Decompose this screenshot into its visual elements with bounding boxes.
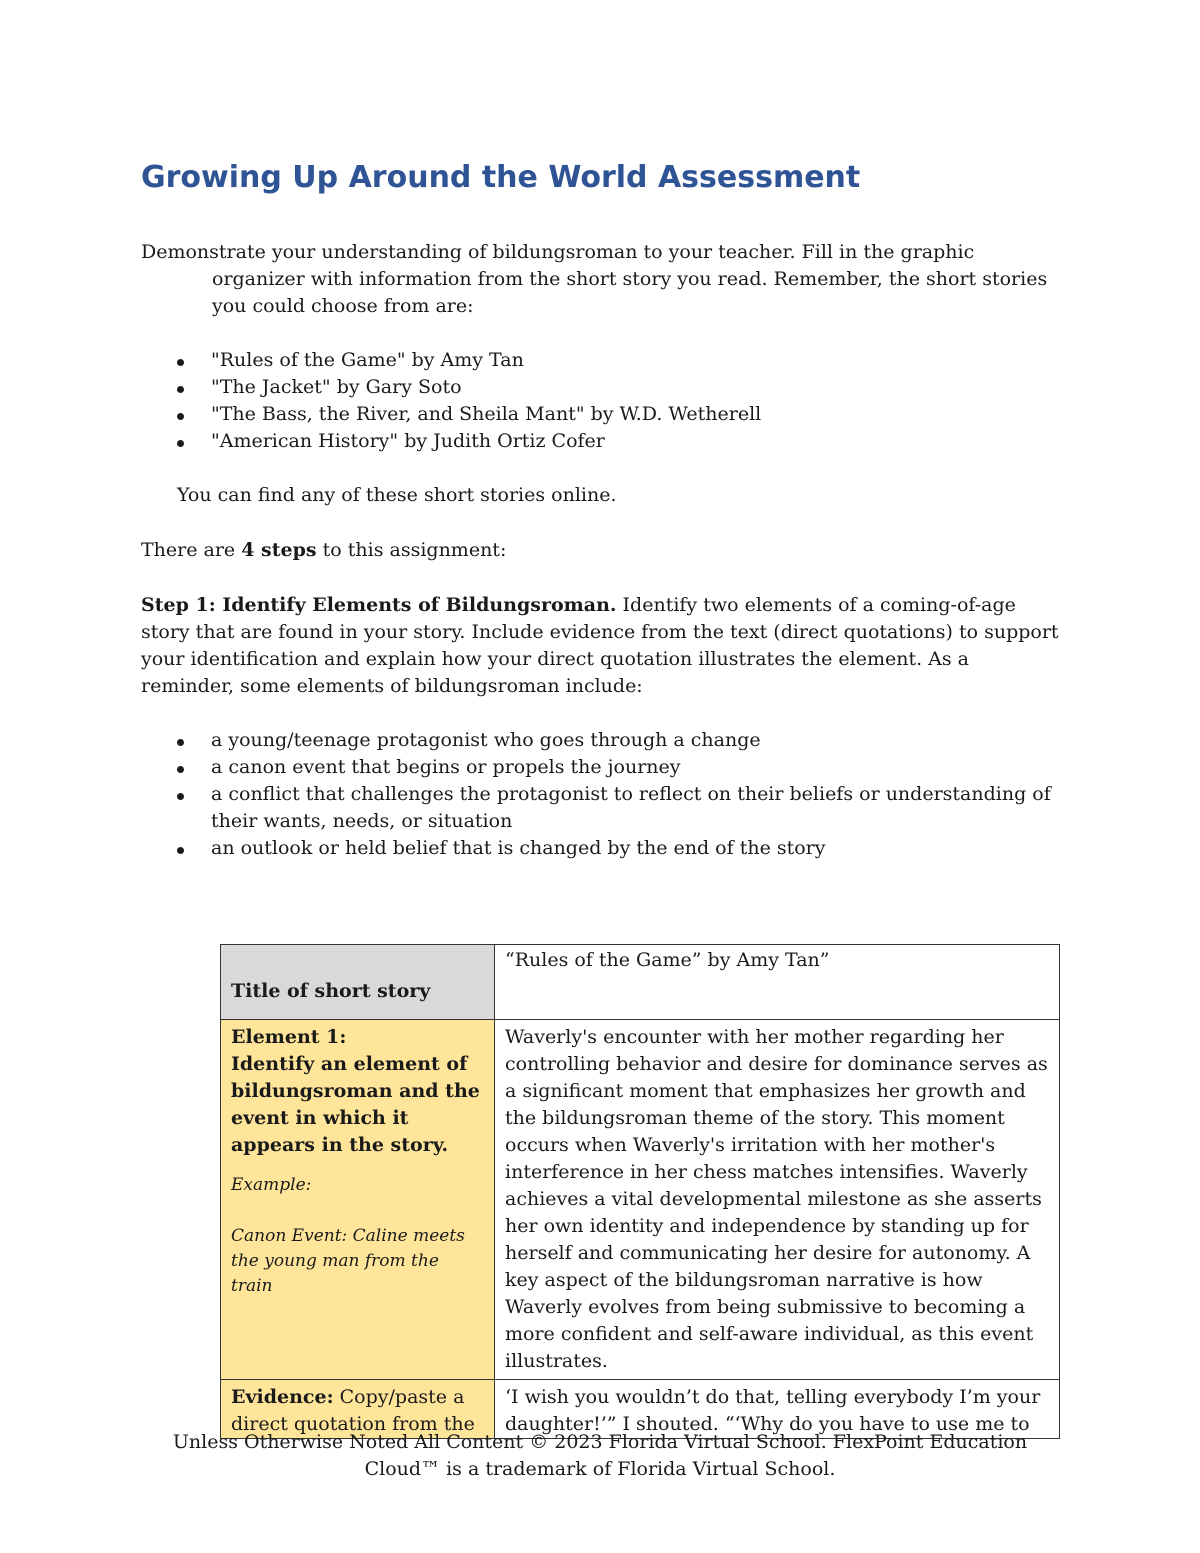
element1-prompt-cell <box>221 1020 495 1380</box>
element1-answer-cell[interactable]: Waverly's encounter with her mother regarding her controlling behavior and desire for dominance serves as a significant moment that emphasizes her growth and the bildungsroman theme of the story. This moment occurs when Waverly's irritation with her mother's interference in her chess matches intensifies. Waverly achieves a vital developmental milestone as she asserts her own identity and independence by standing up for herself and communicating her desire for autonomy. A key aspect of the bildungsroman narrative is how Waverly evolves from being submissive to becoming a more confident and self-aware individual, as this event illustrates. <box>495 1020 1060 1380</box>
list-item: "Rules of the Game" by Amy Tan <box>141 347 1061 374</box>
example-label: Example: <box>231 1175 312 1195</box>
example-text: Canon Event: Caline meets the young man from the train <box>231 1226 465 1296</box>
bullet-icon <box>177 413 184 420</box>
bullet-icon <box>177 793 184 800</box>
step1-paragraph: Step 1: Identify Elements of Bildungsroman. Identify two elements of a coming-of-age story that are found in your story. Include evidence from the text (direct quotations) to support your identification and explain how your direct quotation illustrates the element. As a reminder, some elements of bildungsroman include: <box>141 594 1059 697</box>
list-item: "American History" by Judith Ortiz Cofer <box>141 428 1061 455</box>
bullet-icon <box>177 440 184 447</box>
list-item: an outlook or held belief that is changed by the end of the story <box>141 835 1061 862</box>
bullet-icon <box>177 386 184 393</box>
evidence-prompt-cell: Evidence: Copy/paste a direct quotation from the <box>221 1380 495 1439</box>
list-item: a canon event that begins or propels the journey <box>141 754 1061 781</box>
bullet-icon <box>177 739 184 746</box>
document-title: Growing Up Around the World Assessment <box>141 160 861 195</box>
evidence-answer-cell[interactable]: ‘I wish you wouldn’t do that, telling everybody I’m your daughter!’” I shouted. “‘Why do you have to use me to <box>495 1380 1060 1439</box>
list-item: a young/teenage protagonist who goes through a change <box>141 727 1061 754</box>
element1-prompt: Identify an element of bildungsroman and the event in which it appears in the story. <box>231 1053 480 1156</box>
bullet-icon <box>177 847 184 854</box>
element1-heading: Element 1: <box>231 1026 347 1048</box>
table-row <box>221 945 1060 1020</box>
elements-list <box>141 727 1061 862</box>
intro-paragraph: Demonstrate your understanding of bildungsroman to your teacher. Fill in the graphic organizer with information from the short story you read. Remember, the short stories you could choose from are: <box>141 241 1048 317</box>
list-item: "The Jacket" by Gary Soto <box>141 374 1061 401</box>
step1-label: Step 1: Identify Elements of Bildungsroman. <box>141 594 617 616</box>
steps-line: There are 4 steps to this assignment: <box>141 539 507 561</box>
table-row <box>221 1020 1060 1380</box>
title-label-cell: Title of short story <box>221 945 495 1020</box>
bullet-icon <box>177 766 184 773</box>
list-item: a conflict that challenges the protagonist to reflect on their beliefs or understanding of their wants, needs, or situation <box>141 781 1061 835</box>
find-online-note: You can find any of these short stories online. <box>177 484 617 506</box>
graphic-organizer-table <box>220 944 1060 1439</box>
story-list <box>141 347 1061 455</box>
title-value-cell[interactable]: “Rules of the Game” by Amy Tan” <box>495 945 1060 1020</box>
bullet-icon <box>177 359 184 366</box>
copyright-footer: Unless Otherwise Noted All Content © 2023 Florida Virtual School. FlexPoint Education Cloud™ is a trademark of Florida Virtual School. <box>172 1431 1028 1480</box>
list-item: "The Bass, the River, and Sheila Mant" by W.D. Wetherell <box>141 401 1061 428</box>
